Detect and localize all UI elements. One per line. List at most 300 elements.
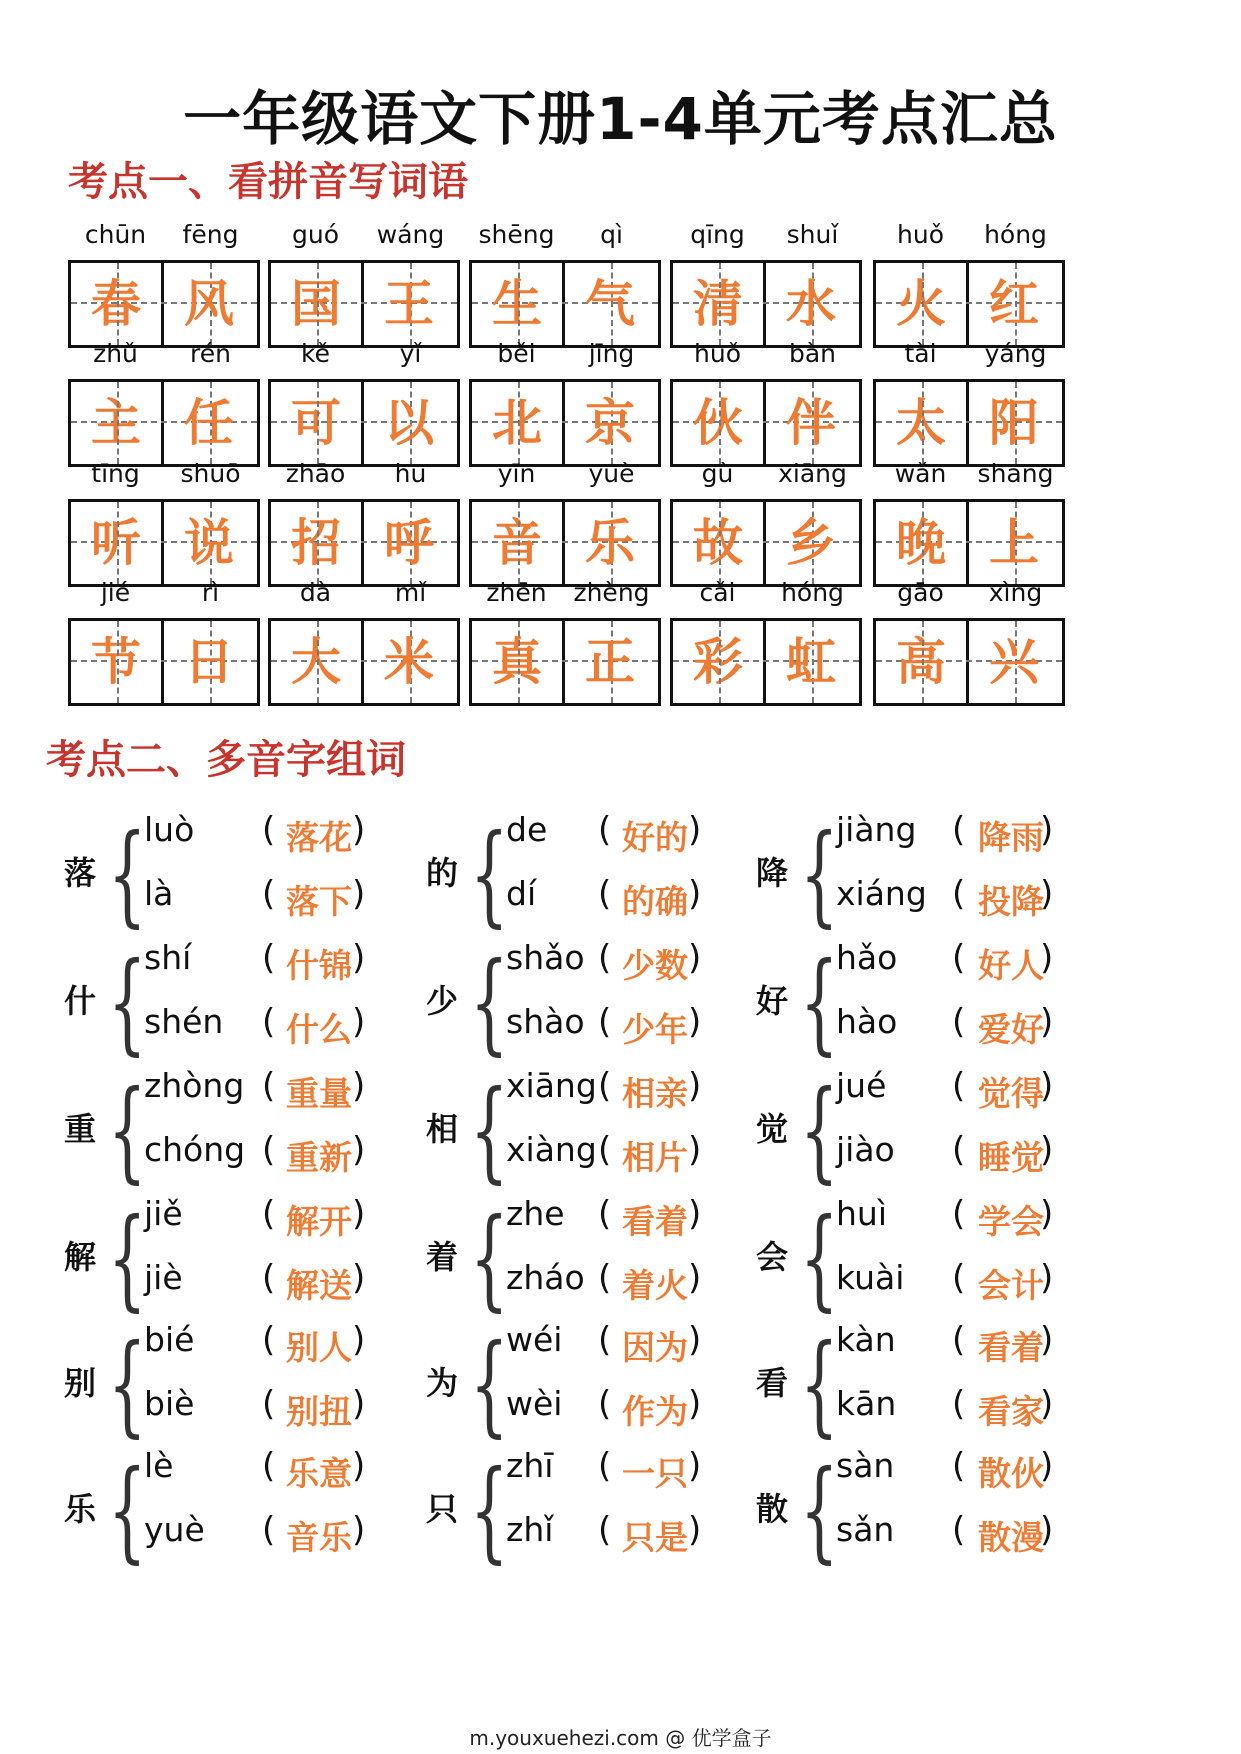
hanzi-left: 生 <box>492 275 542 333</box>
polyphone-char: 散 <box>756 1490 789 1528</box>
hanzi-left: 听 <box>91 514 141 572</box>
hanzi-right: 王 <box>384 275 434 333</box>
pinyin-right: rì <box>201 578 220 607</box>
hanzi-right: 伴 <box>786 394 836 452</box>
word-pair <box>469 339 659 467</box>
paren-open: ( <box>262 1194 276 1234</box>
paren-open: ( <box>262 938 276 978</box>
pinyin-left: chūn <box>84 220 147 249</box>
paren-close: ) <box>352 1258 366 1298</box>
paren-close: ) <box>1040 1446 1054 1486</box>
paren-close: ) <box>688 810 702 850</box>
tian-grid-box <box>268 260 460 348</box>
paren-open: ( <box>952 1320 966 1360</box>
hanzi-left: 太 <box>896 394 946 452</box>
tian-grid-box <box>670 618 862 706</box>
paren-close: ) <box>352 1510 366 1550</box>
hanzi-right: 阳 <box>989 394 1039 452</box>
paren-close: ) <box>1040 1510 1054 1550</box>
paren-close: ) <box>688 1130 702 1170</box>
reading-1: luò <box>144 810 195 849</box>
pinyin-right: shuǐ <box>786 220 839 249</box>
paren-close: ) <box>1040 1066 1054 1106</box>
hanzi-left: 火 <box>896 275 946 333</box>
answer-word-2: 着火 <box>622 1266 688 1305</box>
polyphone-char: 会 <box>756 1238 789 1276</box>
paren-open: ( <box>598 810 612 850</box>
pinyin-left: gù <box>701 459 734 488</box>
word-pair <box>268 220 458 348</box>
reading-2: biè <box>144 1384 195 1423</box>
polyphone-group <box>756 1446 1116 1576</box>
word-pair <box>268 339 458 467</box>
answer-word-1: 乐意 <box>286 1454 352 1493</box>
paren-open: ( <box>952 1002 966 1042</box>
reading-1: sàn <box>836 1446 895 1485</box>
answer-word-1: 因为 <box>622 1328 688 1367</box>
paren-close: ) <box>352 1320 366 1360</box>
polyphone-char: 相 <box>426 1110 459 1148</box>
paren-close: ) <box>352 1446 366 1486</box>
answer-word-1: 解开 <box>286 1202 352 1241</box>
polyphone-group <box>64 810 424 940</box>
polyphone-group <box>64 1320 424 1450</box>
pinyin-right: hóng <box>781 578 844 607</box>
polyphone-group <box>64 938 424 1068</box>
brace-symbol: { <box>800 1066 839 1194</box>
paren-open: ( <box>262 1510 276 1550</box>
answer-word-1: 一只 <box>622 1454 688 1493</box>
polyphone-group <box>426 1194 789 1324</box>
pinyin-right: rén <box>190 339 231 368</box>
word-pair <box>670 339 860 467</box>
hanzi-left: 节 <box>91 633 141 691</box>
hanzi-left: 春 <box>91 275 141 333</box>
tian-grid-box <box>670 379 862 467</box>
brace-symbol: { <box>108 810 147 938</box>
pinyin-left: jié <box>100 578 131 607</box>
answer-word-2: 别扭 <box>286 1392 352 1431</box>
answer-word-1: 看着 <box>622 1202 688 1241</box>
tian-grid-box <box>268 499 460 587</box>
pinyin-right: mǐ <box>394 578 427 607</box>
tian-grid-box <box>670 260 862 348</box>
reading-1: bié <box>144 1320 195 1359</box>
paren-open: ( <box>262 1066 276 1106</box>
word-pair <box>68 578 258 706</box>
answer-word-2: 只是 <box>622 1518 688 1557</box>
tian-grid-box <box>68 499 260 587</box>
reading-1: zhī <box>506 1446 554 1485</box>
pinyin-right: wáng <box>376 220 445 249</box>
polyphone-char: 乐 <box>64 1490 97 1528</box>
paren-close: ) <box>1040 1384 1054 1424</box>
reading-2: sǎn <box>836 1510 895 1549</box>
paren-open: ( <box>952 1510 966 1550</box>
paren-close: ) <box>352 810 366 850</box>
pinyin-left: běi <box>497 339 536 368</box>
reading-2: kān <box>836 1384 897 1423</box>
reading-1: kàn <box>836 1320 896 1359</box>
answer-word-1: 好人 <box>978 946 1044 985</box>
hanzi-left: 真 <box>492 633 542 691</box>
polyphone-group <box>426 810 789 940</box>
paren-open: ( <box>598 874 612 914</box>
hanzi-left: 晚 <box>896 514 946 572</box>
answer-word-2: 少年 <box>622 1010 688 1049</box>
paren-open: ( <box>598 1320 612 1360</box>
hanzi-left: 音 <box>492 514 542 572</box>
hanzi-left: 伙 <box>693 394 743 452</box>
pinyin-left: zhāo <box>285 459 346 488</box>
pinyin-right: hu <box>394 459 427 488</box>
paren-open: ( <box>952 1130 966 1170</box>
pinyin-left: huǒ <box>897 220 944 249</box>
answer-word-1: 觉得 <box>978 1074 1044 1113</box>
paren-open: ( <box>952 810 966 850</box>
paren-close: ) <box>688 1258 702 1298</box>
reading-2: kuài <box>836 1258 905 1297</box>
word-pair <box>68 339 258 467</box>
reading-2: xiàng <box>506 1130 597 1169</box>
brace-symbol: { <box>470 1194 509 1322</box>
tian-grid-box <box>469 618 661 706</box>
reading-1: hǎo <box>836 938 898 977</box>
tian-grid-box <box>670 499 862 587</box>
polyphone-char: 觉 <box>756 1110 789 1148</box>
paren-close: ) <box>688 1510 702 1550</box>
pinyin-right: jīng <box>588 339 635 368</box>
hanzi-right: 红 <box>989 275 1039 333</box>
paren-close: ) <box>1040 874 1054 914</box>
polyphone-char: 好 <box>756 982 789 1020</box>
reading-1: shí <box>144 938 192 977</box>
word-pair <box>873 220 1063 348</box>
word-pair <box>670 578 860 706</box>
brace-symbol: { <box>800 810 839 938</box>
pinyin-left: huǒ <box>694 339 741 368</box>
paren-open: ( <box>598 1384 612 1424</box>
paren-close: ) <box>352 938 366 978</box>
reading-2: zhǐ <box>506 1510 554 1549</box>
brace-symbol: { <box>800 1446 839 1574</box>
reading-1: de <box>506 810 548 849</box>
reading-2: jiè <box>144 1258 183 1297</box>
answer-word-2: 解送 <box>286 1266 352 1305</box>
hanzi-right: 任 <box>184 394 234 452</box>
pinyin-left: shēng <box>478 220 555 249</box>
hanzi-right: 乐 <box>585 514 635 572</box>
pinyin-left: cǎi <box>699 578 736 607</box>
hanzi-right: 京 <box>585 394 635 452</box>
word-pair <box>670 220 860 348</box>
answer-word-1: 落花 <box>286 818 352 857</box>
hanzi-right: 兴 <box>989 633 1039 691</box>
paren-open: ( <box>598 938 612 978</box>
hanzi-left: 招 <box>291 514 341 572</box>
answer-word-1: 别人 <box>286 1328 352 1367</box>
polyphone-group <box>426 938 789 1068</box>
reading-1: jiàng <box>836 810 917 849</box>
pinyin-right: xìng <box>988 578 1043 607</box>
answer-word-2: 爱好 <box>978 1010 1044 1049</box>
paren-close: ) <box>1040 1320 1054 1360</box>
paren-close: ) <box>1040 1002 1054 1042</box>
reading-2: shào <box>506 1002 585 1041</box>
paren-close: ) <box>1040 938 1054 978</box>
answer-word-2: 相片 <box>622 1138 688 1177</box>
hanzi-left: 国 <box>291 275 341 333</box>
reading-2: zháo <box>506 1258 585 1297</box>
reading-2: yuè <box>144 1510 205 1549</box>
answer-word-1: 降雨 <box>978 818 1044 857</box>
polyphone-group <box>426 1320 789 1450</box>
answer-word-1: 重量 <box>286 1074 352 1113</box>
hanzi-left: 可 <box>291 394 341 452</box>
word-pair <box>268 578 458 706</box>
polyphone-char: 看 <box>756 1364 789 1402</box>
hanzi-right: 以 <box>384 394 434 452</box>
paren-close: ) <box>688 1320 702 1360</box>
pinyin-left: gāo <box>897 578 944 607</box>
reading-1: lè <box>144 1446 174 1485</box>
reading-2: hào <box>836 1002 898 1041</box>
paren-close: ) <box>352 1002 366 1042</box>
polyphone-group <box>756 1320 1116 1450</box>
hanzi-left: 清 <box>693 275 743 333</box>
polyphone-char: 落 <box>64 854 97 892</box>
paren-open: ( <box>598 1446 612 1486</box>
pinyin-left: qīng <box>690 220 745 249</box>
tian-grid-box <box>68 260 260 348</box>
pinyin-left: tài <box>904 339 937 368</box>
footer-watermark: m.youxuehezi.com @ 优学盒子 <box>469 1726 772 1750</box>
pinyin-right: yǐ <box>399 339 422 368</box>
word-pair <box>68 459 258 587</box>
paren-open: ( <box>952 1258 966 1298</box>
polyphone-char: 解 <box>64 1238 97 1276</box>
polyphone-char: 别 <box>64 1364 97 1402</box>
answer-word-1: 什锦 <box>286 946 352 985</box>
answer-word-2: 什么 <box>286 1010 352 1049</box>
paren-open: ( <box>952 938 966 978</box>
paren-open: ( <box>262 874 276 914</box>
paren-close: ) <box>688 1446 702 1486</box>
pinyin-left: guó <box>291 220 339 249</box>
paren-close: ) <box>1040 1194 1054 1234</box>
paren-open: ( <box>952 1446 966 1486</box>
hanzi-left: 高 <box>896 633 946 691</box>
hanzi-right: 风 <box>184 275 234 333</box>
tian-grid-box <box>873 260 1065 348</box>
word-pair <box>268 459 458 587</box>
paren-open: ( <box>262 810 276 850</box>
polyphone-char: 只 <box>426 1490 459 1528</box>
paren-close: ) <box>352 1066 366 1106</box>
answer-word-2: 重新 <box>286 1138 352 1177</box>
polyphone-group <box>426 1446 789 1576</box>
reading-2: shén <box>144 1002 224 1041</box>
reading-1: jué <box>836 1066 887 1105</box>
paren-close: ) <box>352 874 366 914</box>
paren-close: ) <box>688 1002 702 1042</box>
polyphone-char: 为 <box>426 1364 459 1402</box>
reading-1: wéi <box>506 1320 563 1359</box>
polyphone-char: 着 <box>426 1238 459 1276</box>
hanzi-left: 北 <box>492 394 542 452</box>
pinyin-right: shuō <box>180 459 241 488</box>
brace-symbol: { <box>108 938 147 1066</box>
tian-grid-box <box>469 379 661 467</box>
answer-word-1: 看着 <box>978 1328 1044 1367</box>
hanzi-right: 水 <box>786 275 836 333</box>
paren-close: ) <box>352 1130 366 1170</box>
pinyin-right: bàn <box>788 339 837 368</box>
pinyin-right: shang <box>977 459 1054 488</box>
pinyin-right: yuè <box>588 459 635 488</box>
word-pair <box>670 459 860 587</box>
hanzi-right: 呼 <box>384 514 434 572</box>
paren-open: ( <box>598 1510 612 1550</box>
pinyin-right: hóng <box>984 220 1047 249</box>
paren-open: ( <box>262 1320 276 1360</box>
brace-symbol: { <box>470 1066 509 1194</box>
paren-open: ( <box>598 1066 612 1106</box>
hanzi-right: 气 <box>585 275 635 333</box>
paren-open: ( <box>262 1130 276 1170</box>
tian-grid-box <box>873 618 1065 706</box>
answer-word-2: 看家 <box>978 1392 1044 1431</box>
answer-word-2: 音乐 <box>286 1518 352 1557</box>
answer-word-1: 少数 <box>622 946 688 985</box>
answer-word-2: 散漫 <box>978 1518 1044 1557</box>
pinyin-left: dà <box>299 578 332 607</box>
tian-grid-box <box>469 260 661 348</box>
pinyin-left: wǎn <box>894 459 947 488</box>
tian-grid-box <box>873 379 1065 467</box>
pinyin-left: zhǔ <box>93 339 138 368</box>
reading-1: jiě <box>144 1194 183 1233</box>
polyphone-char: 的 <box>426 854 459 892</box>
hanzi-right: 日 <box>184 633 234 691</box>
paren-close: ) <box>688 1384 702 1424</box>
answer-word-1: 学会 <box>978 1202 1044 1241</box>
polyphone-group <box>756 1194 1116 1324</box>
reading-1: xiāng <box>506 1066 597 1105</box>
word-pair <box>873 578 1063 706</box>
brace-symbol: { <box>470 1446 509 1574</box>
paren-open: ( <box>262 1384 276 1424</box>
brace-symbol: { <box>108 1194 147 1322</box>
answer-word-2: 作为 <box>622 1392 688 1431</box>
reading-1: zhòng <box>144 1066 245 1105</box>
polyphone-group <box>426 1066 789 1196</box>
answer-word-2: 会计 <box>978 1266 1044 1305</box>
word-pair <box>873 459 1063 587</box>
reading-2: wèi <box>506 1384 563 1423</box>
paren-close: ) <box>688 938 702 978</box>
paren-open: ( <box>598 1258 612 1298</box>
paren-open: ( <box>952 1066 966 1106</box>
answer-word-1: 散伙 <box>978 1454 1044 1493</box>
word-pair <box>469 220 659 348</box>
pinyin-left: zhēn <box>486 578 547 607</box>
hanzi-right: 米 <box>384 633 434 691</box>
pinyin-right: fēng <box>182 220 239 249</box>
paren-open: ( <box>952 874 966 914</box>
hanzi-left: 故 <box>693 514 743 572</box>
paren-close: ) <box>352 1384 366 1424</box>
section-title-1: 考点一、看拼音写词语 <box>68 159 468 205</box>
polyphone-group <box>756 938 1116 1068</box>
paren-close: ) <box>352 1194 366 1234</box>
answer-word-2: 投降 <box>978 882 1044 921</box>
polyphone-group <box>64 1194 424 1324</box>
brace-symbol: { <box>470 938 509 1066</box>
tian-grid-box <box>68 618 260 706</box>
paren-close: ) <box>688 874 702 914</box>
paren-close: ) <box>1040 1258 1054 1298</box>
answer-word-2: 落下 <box>286 882 352 921</box>
section-title-2: 考点二、多音字组词 <box>46 737 406 783</box>
tian-grid-box <box>469 499 661 587</box>
word-pair <box>873 339 1063 467</box>
tian-grid-box <box>68 379 260 467</box>
paren-open: ( <box>952 1194 966 1234</box>
paren-open: ( <box>262 1258 276 1298</box>
brace-symbol: { <box>470 1320 509 1448</box>
tian-grid-box <box>268 618 460 706</box>
hanzi-left: 彩 <box>693 633 743 691</box>
pinyin-right: zhèng <box>573 578 650 607</box>
polyphone-group <box>756 1066 1116 1196</box>
paren-close: ) <box>688 1066 702 1106</box>
reading-1: shǎo <box>506 938 585 977</box>
polyphone-group <box>64 1066 424 1196</box>
pinyin-left: yīn <box>497 459 536 488</box>
paren-open: ( <box>952 1384 966 1424</box>
hanzi-right: 正 <box>585 633 635 691</box>
paren-open: ( <box>598 1130 612 1170</box>
hanzi-left: 大 <box>291 633 341 691</box>
reading-2: xiáng <box>836 874 927 913</box>
polyphone-char: 降 <box>756 854 789 892</box>
brace-symbol: { <box>800 938 839 1066</box>
brace-symbol: { <box>108 1320 147 1448</box>
hanzi-right: 乡 <box>786 514 836 572</box>
brace-symbol: { <box>800 1194 839 1322</box>
hanzi-right: 虹 <box>786 633 836 691</box>
hanzi-right: 上 <box>989 514 1039 572</box>
pinyin-right: yáng <box>984 339 1047 368</box>
paren-open: ( <box>262 1002 276 1042</box>
reading-1: zhe <box>506 1194 565 1233</box>
paren-open: ( <box>598 1002 612 1042</box>
reading-2: chóng <box>144 1130 246 1169</box>
paren-close: ) <box>1040 1130 1054 1170</box>
brace-symbol: { <box>108 1066 147 1194</box>
answer-word-2: 的确 <box>622 882 688 921</box>
answer-word-2: 睡觉 <box>978 1138 1044 1177</box>
pinyin-left: kě <box>301 339 330 368</box>
reading-2: dí <box>506 874 537 913</box>
pinyin-right: xiāng <box>778 459 847 488</box>
word-pair <box>469 459 659 587</box>
paren-open: ( <box>598 1194 612 1234</box>
paren-close: ) <box>1040 810 1054 850</box>
polyphone-char: 什 <box>64 982 97 1020</box>
brace-symbol: { <box>470 810 509 938</box>
